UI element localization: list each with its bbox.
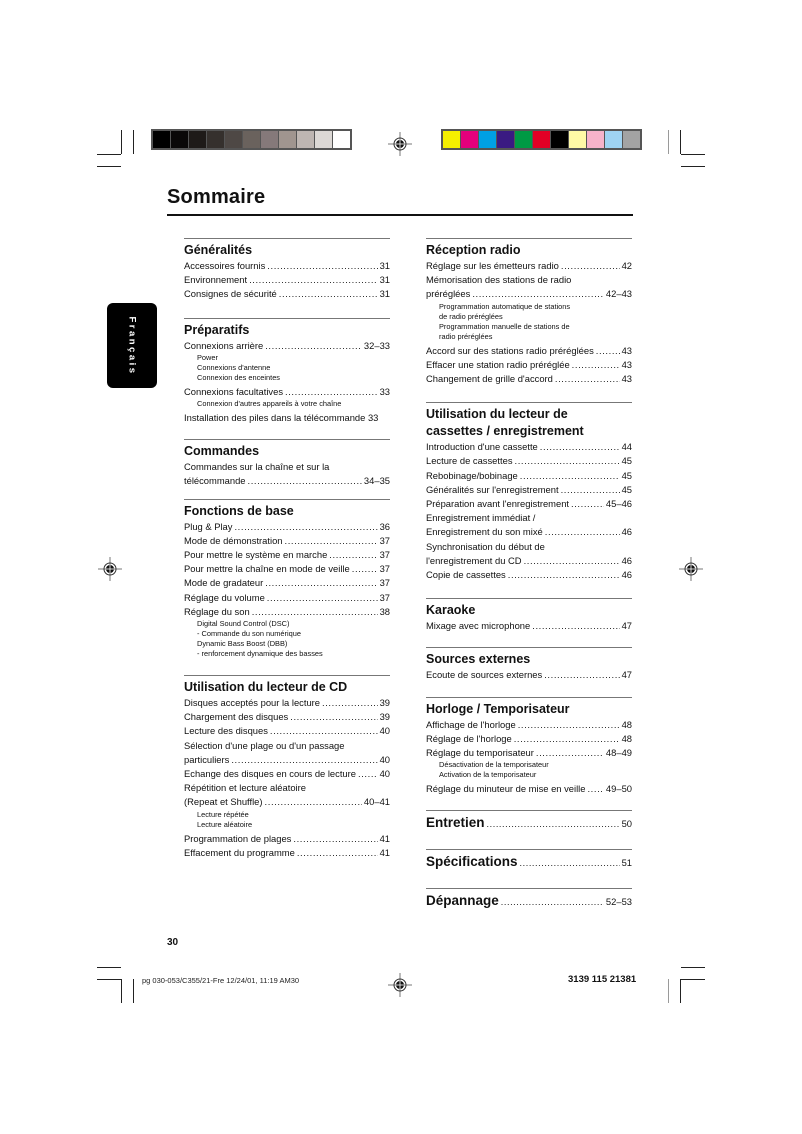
toc-entry-label: Généralités sur l'enregistrement (426, 483, 559, 495)
page-ref: 49–50 (605, 783, 632, 795)
dot-leader (544, 668, 619, 682)
toc-entry-label: Réglage du volume (184, 591, 265, 603)
crop-mark (680, 130, 681, 154)
section-heading: Généralités (184, 243, 253, 257)
toc-entry-text: Répétition et lecture aléatoire (184, 782, 306, 794)
toc-entry[interactable] (184, 576, 390, 590)
toc-entry[interactable] (426, 568, 632, 582)
page-ref: 42–43 (605, 288, 632, 300)
dot-leader (561, 259, 620, 273)
toc-subentry: Lecture aléatoire (197, 819, 253, 829)
page-ref: 37 (379, 577, 390, 589)
color-swatch (171, 131, 188, 148)
dot-leader (267, 259, 377, 273)
dot-leader (515, 454, 620, 468)
toc-entry-label: Mixage avec microphone (426, 620, 531, 632)
color-swatch (261, 131, 278, 148)
color-swatch (461, 131, 478, 148)
page-ref: 45–46 (605, 498, 632, 510)
dot-leader (501, 897, 604, 907)
dot-leader (520, 858, 620, 868)
color-swatch (479, 131, 496, 148)
page-ref: 52–53 (605, 896, 632, 908)
toc-subentry: Connexions d'antenne (197, 362, 271, 372)
color-swatch (189, 131, 206, 148)
toc-entry-label: Effacer une station radio préréglée (426, 358, 570, 370)
toc-section (426, 402, 632, 582)
dot-leader (297, 846, 378, 860)
crop-mark (97, 967, 121, 968)
section-divider (426, 810, 632, 811)
page-ref: 46 (621, 569, 632, 581)
color-swatch (605, 131, 622, 148)
page-ref: 31 (379, 288, 390, 300)
toc-entry[interactable] (426, 497, 632, 511)
toc-entry[interactable] (426, 853, 632, 871)
color-swatch (497, 131, 514, 148)
toc-section (184, 238, 390, 302)
toc-entry[interactable] (426, 554, 632, 568)
toc-entry[interactable] (184, 846, 390, 860)
toc-entry[interactable] (426, 483, 632, 497)
section-divider (184, 439, 390, 440)
toc-entry-label: télécommande (184, 475, 246, 487)
page-ref: 45 (621, 483, 632, 495)
dot-leader (587, 782, 603, 796)
toc-section (426, 647, 632, 682)
toc-entry[interactable] (184, 548, 390, 562)
page-ref: 37 (379, 534, 390, 546)
toc-entry-label: Réglage du son (184, 605, 250, 617)
crop-mark (97, 154, 121, 155)
toc-entry-label: Mode de démonstration (184, 534, 283, 546)
toc-entry-label: Enregistrement du son mixé (426, 526, 543, 538)
toc-entry[interactable] (184, 605, 390, 619)
section-divider (426, 697, 632, 698)
dot-leader (520, 469, 620, 483)
toc-entry[interactable] (184, 273, 390, 287)
dot-leader (252, 605, 378, 619)
toc-subentry: Power (197, 352, 218, 362)
section-divider (426, 402, 632, 403)
dot-leader (329, 548, 377, 562)
toc-entry-label: l'enregistrement du CD (426, 554, 522, 566)
toc-entry-label: particuliers (184, 753, 230, 765)
color-swatch (225, 131, 242, 148)
process-color-bar (441, 129, 642, 150)
dot-leader (555, 372, 620, 386)
page-ref: 40–41 (363, 796, 390, 808)
crop-mark (133, 130, 134, 154)
section-heading: Sources externes (426, 652, 531, 667)
print-slug: pg 030-053/C355/21-Fre 12/24/01, 11:19 AM30 (142, 976, 300, 985)
toc-entry-text: Mémorisation des stations de radio (426, 274, 572, 286)
dot-leader (265, 795, 362, 809)
toc-subentry: - Commande du son numérique (197, 629, 301, 639)
crop-mark (668, 130, 669, 154)
dot-leader (472, 287, 604, 301)
toc-section (184, 499, 390, 659)
toc-entry-label: Chargement des disques (184, 711, 289, 723)
toc-entry-text: Enregistrement immédiat / (426, 512, 536, 524)
dot-leader (265, 576, 377, 590)
crop-mark (680, 979, 681, 1003)
toc-section (426, 849, 632, 871)
page-number: 30 (167, 937, 179, 948)
toc-entry[interactable] (426, 732, 632, 746)
dot-leader (267, 591, 378, 605)
page-ref: 43 (621, 373, 632, 385)
toc-entry[interactable] (184, 710, 390, 724)
toc-section (184, 439, 390, 488)
toc-entry[interactable]: Installation des piles dans la télécommande 33 (184, 412, 379, 424)
toc-entry[interactable] (184, 474, 390, 488)
page-ref: 50 (621, 818, 632, 830)
toc-right-column (426, 224, 632, 910)
toc-entry-label: Echange des disques en cours de lecture (184, 768, 356, 780)
crop-mark (681, 979, 705, 980)
toc-entry[interactable] (426, 287, 632, 301)
section-heading: Horloge / Temporisateur (426, 701, 570, 716)
toc-entry-label: Réglage du minuteur de mise en veille (426, 783, 586, 795)
toc-subentry: Programmation manuelle de stations de (439, 321, 570, 331)
toc-entry-label: Pour mettre le système en marche (184, 549, 328, 561)
toc-section (426, 888, 632, 910)
page-ref: 41 (379, 846, 390, 858)
toc-entry-label: Mode de gradateur (184, 577, 264, 589)
registration-mark-icon (388, 132, 412, 156)
page-title: Sommaire (167, 186, 266, 208)
section-heading: cassettes / enregistrement (426, 424, 584, 439)
toc-entry[interactable] (426, 454, 632, 468)
toc-entry-label: (Repeat et Shuffle) (184, 796, 263, 808)
toc-left-column (184, 224, 390, 860)
toc-entry-label: Environnement (184, 274, 248, 286)
toc-entry-label: Rebobinage/bobinage (426, 469, 518, 481)
toc-entry[interactable] (184, 753, 390, 767)
toc-entry-label: Réglage du temporisateur (426, 747, 534, 759)
toc-entry[interactable] (426, 746, 632, 760)
dot-leader (270, 724, 378, 738)
toc-entry[interactable] (184, 287, 390, 301)
section-heading: Utilisation du lecteur de (426, 407, 568, 422)
toc-entry-label: Connexions arrière (184, 339, 264, 351)
section-heading: Entretien (426, 815, 485, 831)
dot-leader (265, 339, 362, 353)
page-ref: 42 (621, 260, 632, 271)
dot-leader (249, 273, 378, 287)
toc-entry[interactable] (184, 385, 390, 399)
toc-entry-label: Lecture de cassettes (426, 455, 513, 467)
toc-subentry: Programmation automatique de stations (439, 301, 571, 311)
document-code: 3139 115 21381 (568, 974, 637, 985)
registration-mark-icon (98, 557, 122, 581)
dot-leader (536, 746, 604, 760)
color-swatch (243, 131, 260, 148)
toc-entry[interactable] (426, 372, 632, 386)
toc-entry-label: Programmation de plages (184, 832, 292, 844)
toc-entry[interactable] (426, 259, 632, 273)
toc-subentry: radio préréglées (439, 331, 493, 341)
toc-entry[interactable] (426, 358, 632, 372)
toc-entry[interactable] (184, 767, 390, 781)
crop-mark (121, 979, 122, 1003)
toc-entry-text: Synchronisation du début de (426, 540, 545, 552)
toc-subentry: Digital Sound Control (DSC) (197, 619, 290, 629)
toc-subentry: Désactivation de la temporisateur (439, 760, 549, 770)
toc-entry[interactable] (426, 469, 632, 483)
dot-leader (518, 718, 620, 732)
section-divider (426, 647, 632, 648)
section-heading: Utilisation du lecteur de CD (184, 680, 348, 695)
color-swatch (443, 131, 460, 148)
color-swatch (587, 131, 604, 148)
dot-leader (572, 358, 620, 372)
color-swatch (569, 131, 586, 148)
dot-leader (279, 287, 378, 301)
section-heading: Fonctions de base (184, 503, 294, 518)
toc-entry-label: Lecture des disques (184, 725, 268, 737)
dot-leader (545, 525, 620, 539)
dot-leader (352, 562, 378, 576)
page-ref: 43 (621, 358, 632, 370)
dot-leader (508, 568, 620, 582)
toc-entry[interactable] (184, 534, 390, 548)
crop-mark (97, 166, 121, 167)
page-ref: 32–33 (363, 339, 390, 351)
toc-section (426, 238, 632, 386)
toc-entry[interactable] (426, 782, 632, 796)
section-divider (184, 675, 390, 676)
page-ref: 41 (379, 832, 390, 844)
section-divider (184, 499, 390, 500)
toc-entry[interactable] (184, 339, 390, 353)
crop-mark (97, 979, 121, 980)
toc-entry-label: Réglage sur les émetteurs radio (426, 260, 559, 271)
section-divider (426, 849, 632, 850)
crop-mark (668, 979, 669, 1003)
page-ref: 46 (621, 526, 632, 538)
section-divider (426, 888, 632, 889)
toc-subentry: Dynamic Bass Boost (DBB) (197, 639, 288, 649)
toc-entry-text: Commandes sur la chaîne et sur la (184, 461, 330, 473)
registration-mark-icon (679, 557, 703, 581)
toc-entry[interactable] (426, 814, 632, 832)
toc-entry[interactable] (426, 619, 632, 633)
toc-entry-label: Réglage de l'horloge (426, 732, 512, 744)
dot-leader (290, 710, 377, 724)
page-ref: 33 (379, 385, 390, 397)
toc-subentry: Activation de la temporisateur (439, 770, 537, 780)
page-ref: 45 (621, 469, 632, 481)
registration-mark-icon (388, 973, 412, 997)
color-swatch (551, 131, 568, 148)
toc-entry[interactable] (184, 520, 390, 534)
toc-section (426, 598, 632, 633)
dot-leader (285, 534, 378, 548)
page-ref: 39 (379, 711, 390, 723)
section-heading: Préparatifs (184, 322, 250, 337)
crop-mark (121, 130, 122, 154)
page-ref: 45 (621, 455, 632, 467)
toc-entry-text: Sélection d'une plage ou d'un passage (184, 739, 345, 751)
page-ref: 39 (379, 697, 390, 709)
toc-entry[interactable] (184, 591, 390, 605)
page-ref: 40 (379, 768, 390, 780)
page-ref: 31 (379, 260, 390, 271)
dot-leader (571, 497, 604, 511)
toc-section (184, 318, 390, 426)
color-swatch (533, 131, 550, 148)
page-ref: 47 (621, 620, 632, 632)
toc-entry-label: Introduction d'une cassette (426, 441, 538, 453)
section-divider (426, 238, 632, 239)
page-ref: 48 (621, 718, 632, 730)
toc-entry[interactable] (426, 892, 632, 910)
crop-mark (133, 979, 134, 1003)
color-swatch (515, 131, 532, 148)
page-ref: 37 (379, 591, 390, 603)
crop-mark (681, 154, 705, 155)
section-divider (184, 238, 390, 239)
toc-entry[interactable] (426, 718, 632, 732)
color-swatch (297, 131, 314, 148)
toc-section (426, 810, 632, 832)
toc-entry-label: Copie de cassettes (426, 569, 506, 581)
color-swatch (153, 131, 170, 148)
toc-entry-label: Effacement du programme (184, 846, 295, 858)
section-heading: Commandes (184, 444, 260, 459)
toc-entry[interactable] (184, 259, 390, 273)
color-swatch (279, 131, 296, 148)
section-divider (184, 318, 390, 319)
toc-entry-label: Disques acceptés pour la lecture (184, 697, 321, 709)
dot-leader (532, 619, 619, 633)
page-ref: 51 (621, 857, 632, 869)
toc-entry-label: préréglées (426, 288, 471, 300)
page-ref: 37 (379, 549, 390, 561)
toc-subentry: de radio préréglées (439, 311, 503, 321)
toc-entry-label: Pour mettre la chaîne en mode de veille (184, 563, 350, 575)
toc-entry-label: Changement de grille d'accord (426, 373, 553, 385)
page-ref: 34–35 (363, 475, 390, 487)
dot-leader (487, 819, 620, 829)
toc-entry[interactable] (184, 832, 390, 846)
dot-leader (358, 767, 378, 781)
color-swatch (315, 131, 332, 148)
dot-leader (524, 554, 620, 568)
section-heading: Spécifications (426, 854, 518, 870)
toc-entry-label: Consignes de sécurité (184, 288, 277, 300)
page-ref: 37 (379, 563, 390, 575)
toc-entry[interactable] (426, 525, 632, 539)
dot-leader (322, 696, 378, 710)
toc-entry-label: Préparation avant l'enregistrement (426, 498, 570, 510)
language-tab (107, 303, 157, 388)
page-ref: 40 (379, 725, 390, 737)
toc-entry-label: Plug & Play (184, 520, 233, 532)
title-divider (167, 214, 633, 216)
toc-entry-label: Affichage de l'horloge (426, 718, 516, 730)
dot-leader (561, 483, 620, 497)
dot-leader (540, 440, 620, 454)
page-ref: 44 (621, 441, 632, 453)
page-ref: 48–49 (605, 747, 632, 759)
grayscale-color-bar (151, 129, 352, 150)
dot-leader (596, 344, 620, 358)
toc-entry-label: Ecoute de sources externes (426, 669, 543, 681)
toc-section (184, 675, 390, 860)
toc-subentry: Lecture répétée (197, 809, 249, 819)
page-ref: 43 (621, 344, 632, 356)
toc-entry[interactable] (184, 696, 390, 710)
dot-leader (514, 732, 620, 746)
color-swatch (207, 131, 224, 148)
toc-subentry: Connexion des enceintes (197, 372, 280, 382)
dot-leader (234, 520, 377, 534)
color-swatch (623, 131, 640, 148)
toc-entry-label: Accord sur des stations radio préréglées (426, 344, 594, 356)
page-ref: 48 (621, 732, 632, 744)
toc-entry[interactable] (184, 562, 390, 576)
page-ref: 38 (379, 605, 390, 617)
toc-entry-label: Connexions facultatives (184, 385, 284, 397)
page-ref: 47 (621, 669, 632, 681)
crop-mark (681, 967, 705, 968)
page-ref: 36 (379, 520, 390, 532)
toc-subentry: - renforcement dynamique des basses (197, 649, 323, 659)
language-tab-label: Français (126, 315, 138, 376)
toc-entry[interactable] (184, 724, 390, 738)
toc-entry[interactable] (426, 344, 632, 358)
toc-entry[interactable] (426, 668, 632, 682)
toc-entry[interactable] (426, 440, 632, 454)
section-heading: Karaoke (426, 603, 476, 618)
page-ref: 46 (621, 554, 632, 566)
dot-leader (248, 474, 362, 488)
section-divider (426, 598, 632, 599)
toc-section (426, 697, 632, 797)
toc-entry[interactable] (184, 795, 390, 809)
dot-leader (293, 832, 377, 846)
toc-subentry: Connexion d'autres appareils à votre chaîne (197, 399, 342, 409)
page-ref: 31 (379, 274, 390, 286)
dot-leader (285, 385, 378, 399)
color-swatch (333, 131, 350, 148)
dot-leader (231, 753, 377, 767)
section-heading: Dépannage (426, 893, 499, 909)
toc-entry-label: Accessoires fournis (184, 260, 266, 271)
page-ref: 40 (379, 753, 390, 765)
section-heading: Réception radio (426, 243, 521, 257)
crop-mark (681, 166, 705, 167)
